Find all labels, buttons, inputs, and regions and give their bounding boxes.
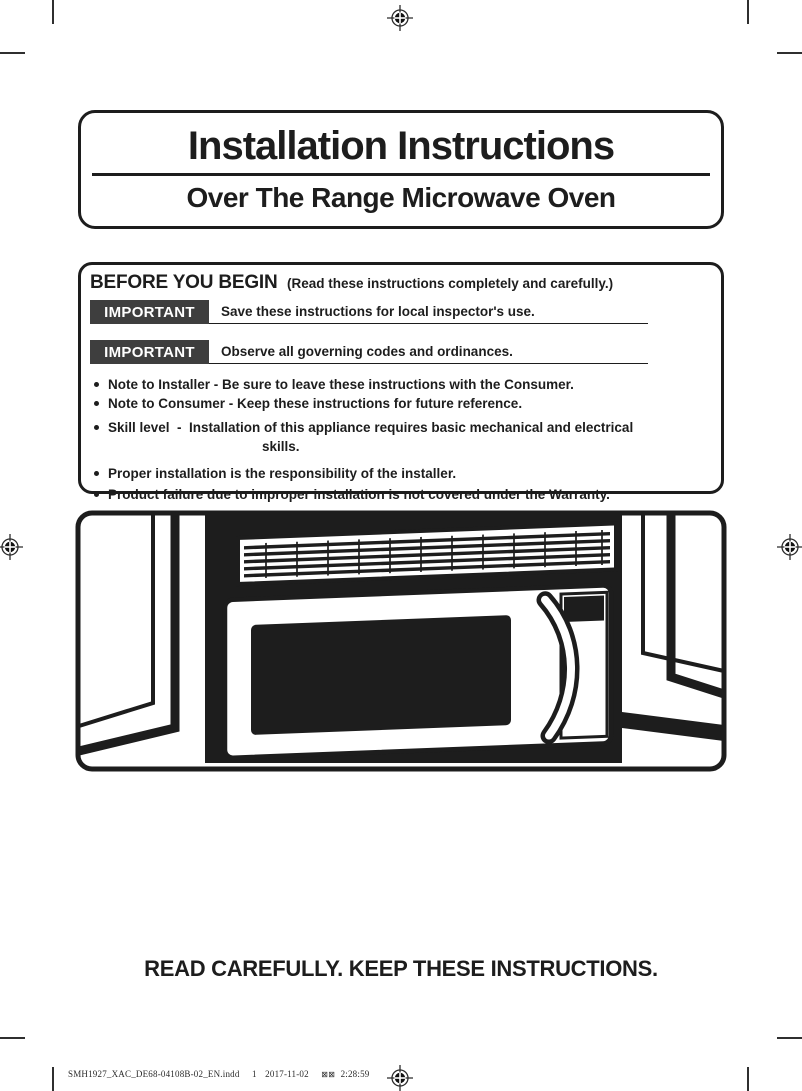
bullet-item [92,418,707,456]
crop-mark-top-left-horizontal [0,52,25,54]
page-title: Installation Instructions [187,124,615,168]
important-text: Save these instructions for local inspector's use. [209,300,648,324]
bullet-text: Note to Consumer - Keep these instructions for future reference. [108,396,523,411]
title-box [78,110,724,229]
bullet-text-line1: Skill level - Installation of this appliance requires basic mechanical and electrical [108,420,634,435]
footer-slug [68,1069,369,1079]
before-you-begin-box [78,262,724,502]
bullet-text: Product failure due to improper installation is not covered under the Warranty. [108,487,610,502]
bullet-text-line2: skills. [262,439,300,454]
footer-page-number: 1 [252,1069,257,1079]
important-row [90,300,648,324]
page-subtitle: Over The Range Microwave Oven [186,181,616,213]
read-carefully-text: READ CAREFULLY. KEEP THESE INSTRUCTIONS. [144,956,658,981]
crop-mark-top-left-vertical [52,0,54,24]
crop-mark-bottom-right-vertical [747,1067,749,1091]
bullet-marker [94,492,99,497]
important-text: Observe all governing codes and ordinances. [209,340,648,364]
before-you-begin-note: (Read these instructions completely and carefully.) [287,276,614,291]
before-you-begin-title: BEFORE YOU BEGIN [90,272,278,293]
microwave-installation-illustration [75,510,727,772]
footer-date: 2017-11-02 [265,1069,309,1079]
control-panel-display [564,595,604,622]
bullet-marker [94,471,99,476]
bullet-text: Proper installation is the responsibility of the installer. [108,466,457,481]
bullet-item [92,394,707,413]
bullet-item [92,464,707,483]
footer-missing-glyphs: ⊠⊠ [321,1070,336,1079]
bullet-marker [94,425,99,430]
footer-file-name: SMH1927_XAC_DE68-04108B-02_EN.indd [68,1069,240,1079]
crop-mark-bottom-left-horizontal [0,1037,25,1039]
important-badge: IMPORTANT [90,300,209,324]
crop-mark-bottom-right-horizontal [777,1037,802,1039]
registration-mark-left [0,534,23,560]
registration-mark-bottom-center [387,1065,413,1091]
registration-mark-right [777,534,802,560]
registration-mark-top-center [387,5,413,31]
bullet-text [108,418,633,456]
crop-mark-top-right-vertical [747,0,749,24]
microwave-body [225,585,611,758]
bullet-item [92,485,707,504]
illustration-box [75,510,727,772]
door-window [251,615,511,735]
important-badge: IMPORTANT [90,340,209,364]
footer-time: 2:28:59 [340,1069,370,1079]
bullet-marker [94,382,99,387]
bullet-item [92,375,707,394]
crop-mark-top-right-horizontal [777,52,802,54]
before-you-begin-heading [90,272,713,295]
important-row [90,340,648,364]
bullet-marker [94,401,99,406]
crop-mark-bottom-left-vertical [52,1067,54,1091]
bullet-list [92,375,707,504]
bullet-text: Note to Installer - Be sure to leave these instructions with the Consumer. [108,377,574,392]
